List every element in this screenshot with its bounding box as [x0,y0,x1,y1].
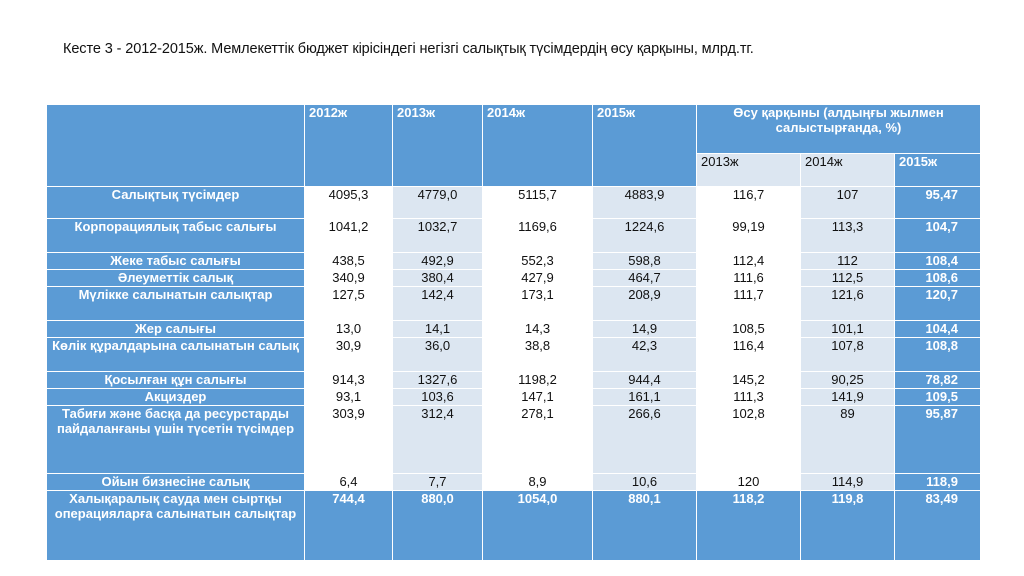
table-cell: 13,0 [305,321,393,338]
table-cell: 116,7 [697,187,801,219]
table-cell: 102,8 [697,406,801,474]
table-cell: 147,1 [483,389,593,406]
table-cell: 107,8 [801,338,895,372]
row-label: Мүлікке салынатын салықтар [47,287,305,321]
table-cell: 312,4 [393,406,483,474]
table-cell: 89 [801,406,895,474]
table-cell: 104,4 [895,321,981,338]
table-cell: 278,1 [483,406,593,474]
table-cell: 113,3 [801,219,895,253]
table-cell: 109,5 [895,389,981,406]
table-cell: 427,9 [483,270,593,287]
table-cell: 142,4 [393,287,483,321]
table-cell: 1198,2 [483,372,593,389]
row-label: Әлеуметтік салық [47,270,305,287]
header-growth-2013: 2013ж [697,154,801,187]
table-cell: 112 [801,253,895,270]
table-cell: 127,5 [305,287,393,321]
table-cell: 161,1 [593,389,697,406]
table-cell: 880,1 [593,491,697,561]
table-cell: 464,7 [593,270,697,287]
table-cell: 303,9 [305,406,393,474]
table-cell: 4095,3 [305,187,393,219]
table-cell: 744,4 [305,491,393,561]
table-row [47,287,981,321]
table-cell: 111,6 [697,270,801,287]
table-cell: 1224,6 [593,219,697,253]
table-cell: 107 [801,187,895,219]
table-row [47,474,981,491]
table-cell: 6,4 [305,474,393,491]
row-label: Көлік құралдарына салынатын салық [47,338,305,372]
table-cell: 30,9 [305,338,393,372]
table-cell: 119,8 [801,491,895,561]
table-cell: 108,5 [697,321,801,338]
table-cell: 120 [697,474,801,491]
table-cell: 8,9 [483,474,593,491]
table-cell: 598,8 [593,253,697,270]
header-empty-cell [47,105,305,187]
table-cell: 1169,6 [483,219,593,253]
tax-growth-table [46,104,981,561]
table-row [47,270,981,287]
header-2012: 2012ж [305,105,393,187]
row-label: Корпорациялық табыс салығы [47,219,305,253]
table-row [47,372,981,389]
table-cell: 340,9 [305,270,393,287]
table-cell: 36,0 [393,338,483,372]
table-cell: 145,2 [697,372,801,389]
table-cell: 108,8 [895,338,981,372]
row-label: Табиғи және басқа да ресурстарды пайдаланғаны үшін түсетін түсімдер [47,406,305,474]
row-label: Халықаралық сауда мен сыртқы операцияларға салынатын салықтар [47,491,305,561]
table-cell: 111,3 [697,389,801,406]
table-cell: 492,9 [393,253,483,270]
table-row [47,406,981,474]
table-cell: 438,5 [305,253,393,270]
table-cell: 112,5 [801,270,895,287]
table-cell: 1327,6 [393,372,483,389]
table-cell: 111,7 [697,287,801,321]
table-cell: 108,4 [895,253,981,270]
row-label: Салықтық түсімдер [47,187,305,219]
table-row [47,187,981,219]
table-cell: 141,9 [801,389,895,406]
header-growth-2015: 2015ж [895,154,981,187]
table-cell: 108,6 [895,270,981,287]
table-cell: 78,82 [895,372,981,389]
table-cell: 114,9 [801,474,895,491]
table-cell: 93,1 [305,389,393,406]
table-cell: 99,19 [697,219,801,253]
table-cell: 1032,7 [393,219,483,253]
table-cell: 7,7 [393,474,483,491]
header-2015: 2015ж [593,105,697,187]
header-2013: 2013ж [393,105,483,187]
table-cell: 90,25 [801,372,895,389]
table-cell: 116,4 [697,338,801,372]
table-cell: 173,1 [483,287,593,321]
table-cell: 118,9 [895,474,981,491]
table-cell: 14,1 [393,321,483,338]
table-cell: 4883,9 [593,187,697,219]
table-cell: 112,4 [697,253,801,270]
row-label: Қосылған құн салығы [47,372,305,389]
table-row [47,219,981,253]
table-cell: 1041,2 [305,219,393,253]
table-cell: 120,7 [895,287,981,321]
table-row [47,491,981,561]
table-cell: 101,1 [801,321,895,338]
table-row [47,338,981,372]
table-cell: 1054,0 [483,491,593,561]
table-cell: 104,7 [895,219,981,253]
header-2014: 2014ж [483,105,593,187]
row-label: Акциздер [47,389,305,406]
table-cell: 42,3 [593,338,697,372]
table-cell: 10,6 [593,474,697,491]
table-cell: 914,3 [305,372,393,389]
table-cell: 880,0 [393,491,483,561]
table-cell: 95,87 [895,406,981,474]
row-label: Жеке табыс салығы [47,253,305,270]
row-label: Ойын бизнесіне салық [47,474,305,491]
header-growth-2014: 2014ж [801,154,895,187]
row-label: Жер салығы [47,321,305,338]
table-row [47,321,981,338]
table-cell: 944,4 [593,372,697,389]
header-growth-rate: Өсу қарқыны (алдыңғы жылмен салыстырғанда, %) [697,105,981,154]
table-cell: 4779,0 [393,187,483,219]
table-cell: 103,6 [393,389,483,406]
table-caption: Кесте 3 - 2012-2015ж. Мемлекеттік бюджет кірісіндегі негізгі салықтық түсімдердің өсу қарқыны, млрд.тг. [63,41,754,57]
table-cell: 95,47 [895,187,981,219]
table-cell: 380,4 [393,270,483,287]
table-cell: 266,6 [593,406,697,474]
table-cell: 552,3 [483,253,593,270]
table-cell: 5115,7 [483,187,593,219]
table-cell: 14,3 [483,321,593,338]
table-cell: 121,6 [801,287,895,321]
table-body [47,187,981,561]
table-row [47,389,981,406]
table-cell: 208,9 [593,287,697,321]
table-cell: 38,8 [483,338,593,372]
table-row [47,253,981,270]
table-cell: 83,49 [895,491,981,561]
table-cell: 118,2 [697,491,801,561]
table-cell: 14,9 [593,321,697,338]
